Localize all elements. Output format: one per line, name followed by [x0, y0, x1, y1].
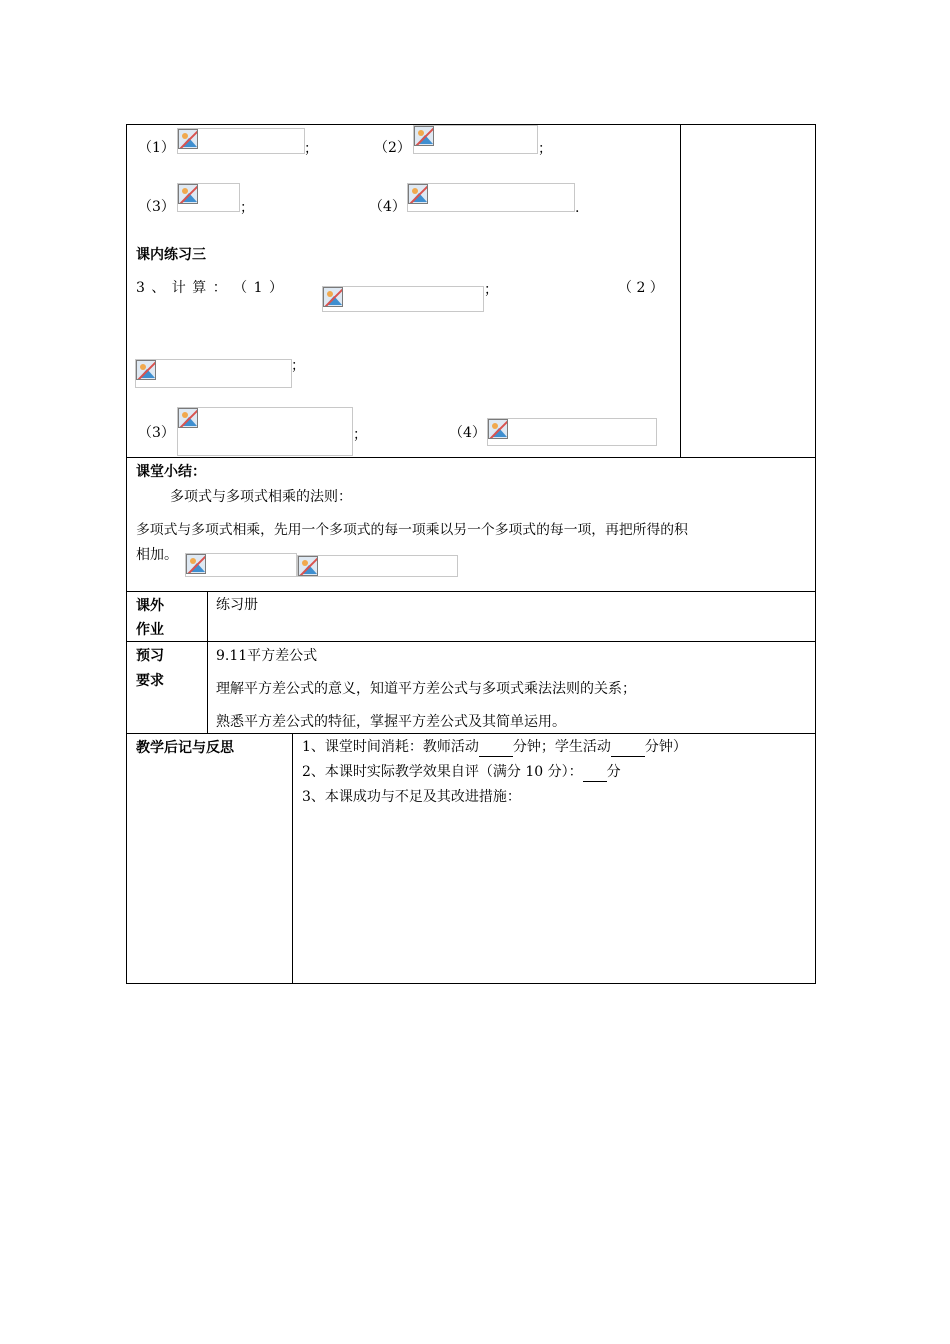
formula-image [177, 407, 353, 456]
separator: ； [484, 282, 498, 298]
broken-image-icon [178, 129, 198, 149]
item-number: （4） [369, 199, 406, 215]
preview-label-2: 要求 [136, 673, 164, 689]
reflection-item-2 [302, 763, 621, 782]
label-column-divider [207, 591, 208, 734]
formula-image [177, 183, 240, 212]
reflection-item-3: 3、本课成功与不足及其改进措施： [302, 789, 521, 805]
separator: ； [538, 141, 552, 157]
separator: ； [304, 141, 318, 157]
broken-image-icon [186, 554, 206, 574]
teacher-minutes-blank [479, 738, 513, 757]
broken-image-icon [178, 408, 198, 428]
broken-image-icon [178, 184, 198, 204]
homework-label: 课外 [136, 598, 164, 614]
table-border-bottom [126, 983, 816, 984]
formula-image [185, 553, 297, 577]
practice3-item-4: （4） [449, 425, 486, 441]
broken-image-icon [488, 419, 508, 439]
broken-image-icon [298, 556, 318, 576]
summary-heading: 课堂小结： [136, 464, 206, 480]
table-border-right [815, 124, 816, 984]
reflection-item-1-text: 1、课堂时间消耗：教师活动 [302, 739, 479, 755]
homework-content: 练习册 [216, 597, 258, 613]
reflection-item-1-text-c: 分钟） [644, 739, 687, 755]
practice3-item-3: （3） [138, 425, 175, 441]
side-column-divider [680, 124, 681, 458]
formula-image [407, 183, 575, 212]
broken-image-icon [136, 360, 156, 380]
broken-image-icon [323, 287, 343, 307]
item-number: （3） [138, 199, 175, 215]
summary-rule-title: 多项式与多项式相乘的法则： [170, 489, 352, 505]
row-divider-1 [126, 457, 816, 458]
row-divider-3 [126, 641, 816, 642]
separator: ； [240, 200, 254, 216]
end-period: . [575, 200, 580, 216]
item-number: （1） [138, 140, 175, 156]
reflection-item-1 [302, 738, 687, 757]
preview-label: 预习 [136, 648, 164, 664]
table-border-left [126, 124, 127, 984]
formula-image [177, 128, 305, 154]
reflection-item-2-text-b: 分 [606, 764, 621, 780]
formula-image [322, 286, 484, 312]
practice3-heading: 课内练习三 [136, 247, 206, 263]
practice3-item-2: （ 2 ） [618, 280, 664, 296]
row-divider-2 [126, 591, 816, 592]
item-number: （2） [374, 140, 411, 156]
reflection-item-1-text-b: 分钟；学生活动 [512, 739, 611, 755]
preview-line-1: 理解平方差公式的意义，知道平方差公式与多项式乘法法则的关系； [216, 681, 636, 697]
student-minutes-blank [611, 738, 645, 757]
homework-label-2: 作业 [136, 622, 164, 638]
reflection-column-divider [292, 733, 293, 984]
formula-image [413, 125, 538, 154]
separator: ； [291, 358, 305, 374]
formula-image [135, 359, 292, 388]
formula-image [297, 555, 458, 577]
score-blank [583, 763, 607, 782]
practice3-question: 3 、 计 算 ： （ 1 ） [136, 280, 283, 296]
summary-rule-text: 多项式与多项式相乘，先用一个多项式的每一项乘以另一个多项式的每一项，再把所得的积 [136, 522, 688, 538]
preview-line-2: 熟悉平方差公式的特征，掌握平方差公式及其简单运用。 [216, 714, 566, 730]
preview-title: 9.11平方差公式 [216, 648, 318, 664]
reflection-label: 教学后记与反思 [136, 740, 234, 756]
formula-image [487, 418, 657, 446]
reflection-item-2-text: 2、本课时实际教学效果自评（满分 10 分）： [302, 764, 583, 780]
row-divider-4 [126, 733, 816, 734]
broken-image-icon [408, 184, 428, 204]
summary-rule-text-end: 相加。 [136, 547, 178, 563]
separator: ； [353, 427, 367, 443]
broken-image-icon [414, 126, 434, 146]
